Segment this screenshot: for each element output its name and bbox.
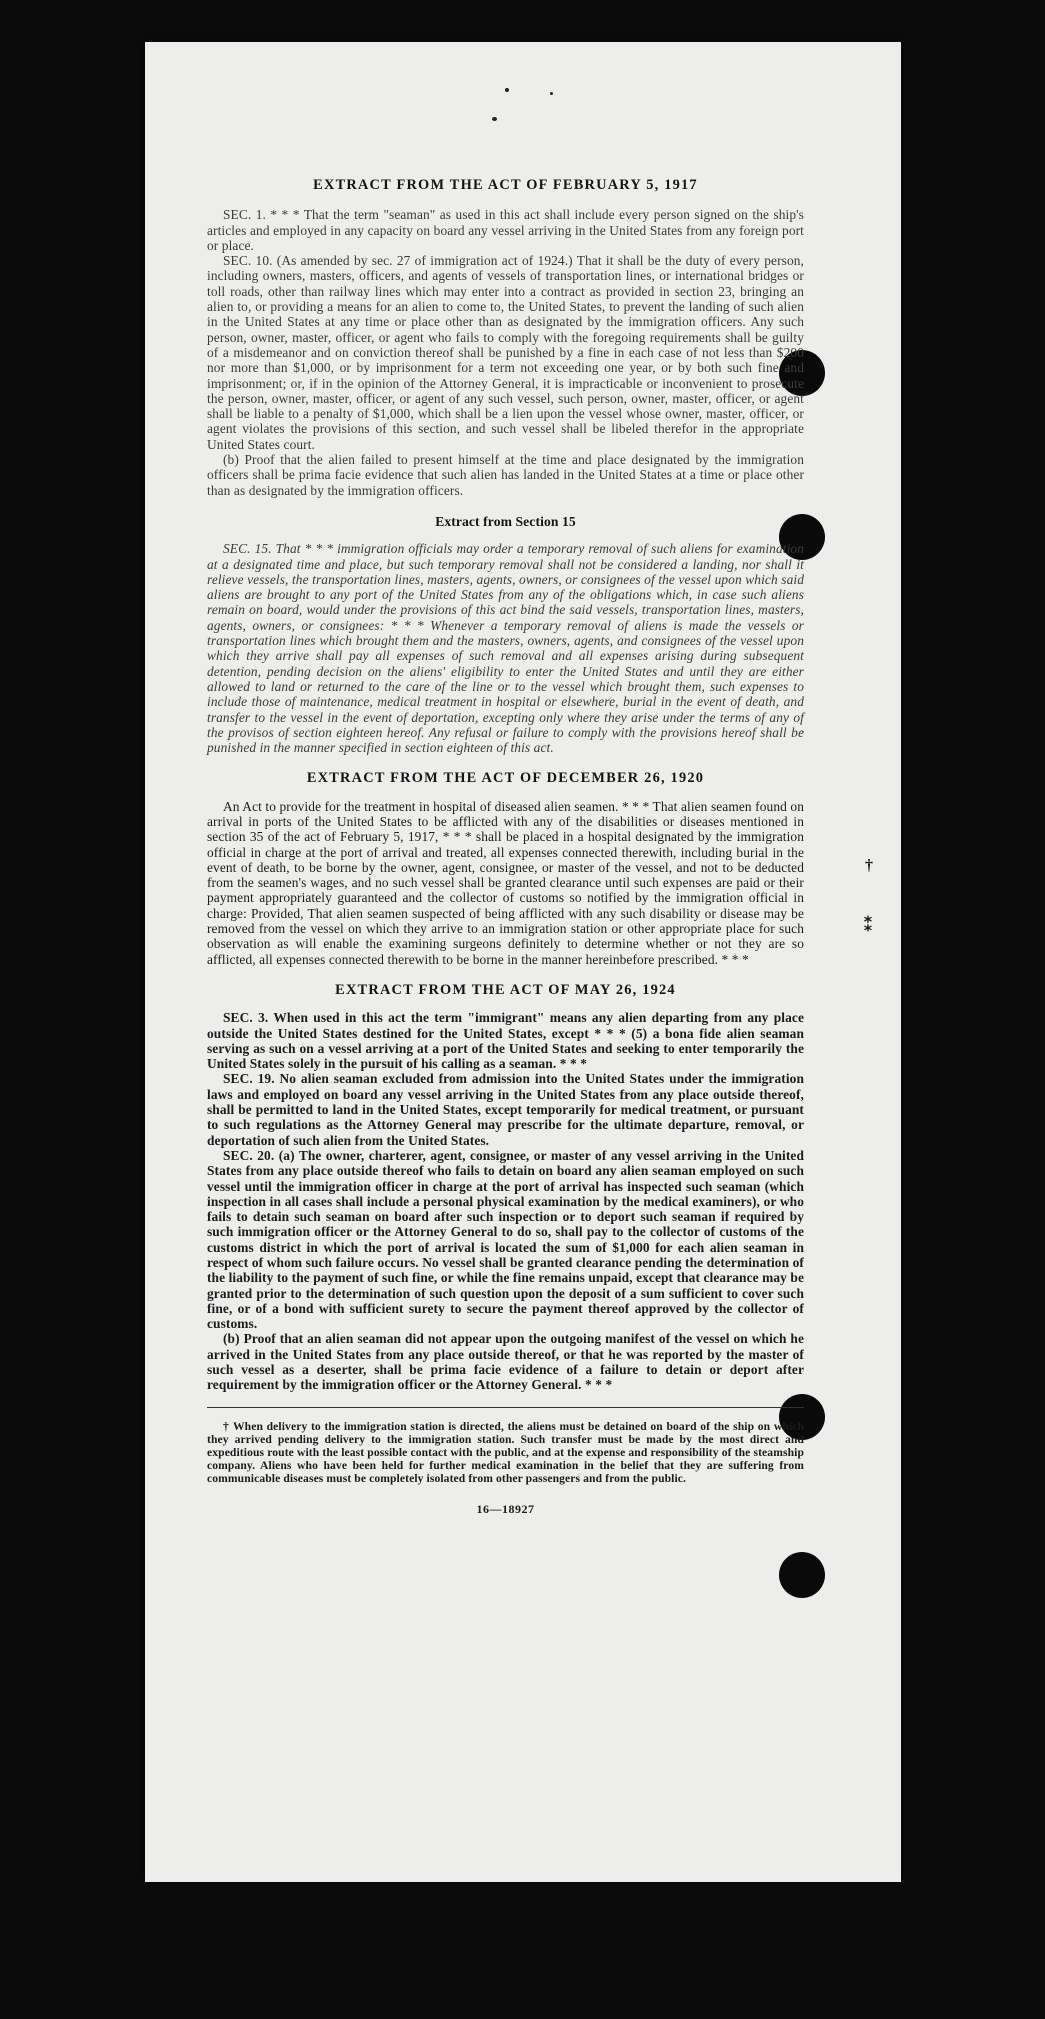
speck-mark bbox=[550, 92, 553, 95]
speck-mark bbox=[505, 88, 509, 92]
paragraph: SEC. 15. That * * * immigration officials may order a temporary removal of such aliens for examination at a designated time and place, but such temporary removal shall not be considered a landing, nor shall it relieve vessels, the transportation lines, masters, agents, owners, or consignees of the vessel upon which said aliens are brought to any port of the United States from any of the obligations which, in case such aliens remain on board, would under the provisions of this act bind the said vessels, transportation lines, masters, agents, owners, or consignees: * * * Whenever a temporary removal of aliens is made the vessels or transportation lines which brought them and the masters, owners, agents, and consignees of the vessel upon which they arrive shall pay all expenses of such removal and all expenses arising during subsequent detention, pending decision on the aliens' eligibility to enter the United States and until they are either allowed to land or returned to the care of the line or to the vessel which brought them, such expenses to include those of maintenance, medical treatment in hospital or elsewhere, burial in the event of death, and transfer to the vessel in the event of deportation, excepting only where they arise under the terms of any of the provisos of section eighteen hereof. Any refusal or failure to comply with the provisions hereof shall be punished in the manner specified in section eighteen of this act. bbox=[207, 541, 804, 756]
paragraph: SEC. 1. * * * That the term "seaman" as used in this act shall include every person signed on the ship's articles and employed in any capacity on board any vessel arriving in the United States from any foreign port or place. bbox=[207, 207, 804, 253]
section-heading: EXTRACT FROM THE ACT OF DECEMBER 26, 1920 bbox=[306, 770, 705, 787]
paragraph: (b) Proof that an alien seaman did not appear upon the outgoing manifest of the vessel on which he arrived in the United States from any place outside thereof, or that he was reported by the master of such vessel as a deserter, shall be prima facie evidence of a failure to detain or deport after requirement by the immigration officer or the Attorney General. * * * bbox=[207, 1331, 804, 1393]
section-act-1924 bbox=[207, 983, 804, 1393]
margin-mark-double: ⁑ bbox=[863, 914, 874, 936]
paragraph: SEC. 19. No alien seaman excluded from admission into the United States under the immigration laws and employed on board any vessel arriving in the United States from any place outside thereof, shall be permitted to land in the United States, except temporarily for medical treatment, or pursuant to such regulations as the Attorney General may prescribe for the ultimate departure, removal, or deportation of such alien from the United States. bbox=[207, 1071, 804, 1148]
paragraph: An Act to provide for the treatment in hospital of diseased alien seamen. * * * That alien seamen found on arrival in ports of the United States to be afflicted with any of the disabilities or diseases mentioned in section 35 of the act of February 5, 1917, * * * shall be placed in a hospital designated by the immigration official in charge at the port of arrival and treated, all expenses connected therewith, including burial in the event of death, to be borne by the owner, agent, consignee, or master of the vessel, and not to be deducted from the seamen's wages, and no such vessel shall be granted clearance until such expenses are paid or their payment appropriately guaranteed and the collector of customs so notified by the immigration official in charge: Provided, That alien seamen suspected of being afflicted with any such disability or disease may be removed from the vessel on which they arrive to an immigration station or other appropriate place for such observation as will enable the examining surgeons definitely to determine whether or not they are so afflicted, all expenses connected therewith to be borne in the manner hereinbefore prescribed. * * * bbox=[207, 798, 804, 967]
paragraph: SEC. 10. (As amended by sec. 27 of immigration act of 1924.) That it shall be the duty of every person, including owners, masters, officers, and agents of vessels of transportation lines, or international bridges or toll roads, other than railway lines which may enter into a contract as provided in section 23, bringing an alien to, or providing a means for an alien to come to, the United States, to prevent the landing of such alien in the United States at any time or place other than as designated by the immigration officers. Any such person, owner, master, officer, or agent who fails to comply with the foregoing requirements shall be guilty of a misdemeanor and on conviction thereof shall be punished by a fine in each case of not less than $200 nor more than $1,000, or by imprisonment for a term not exceeding one year, or by both such fine and imprisonment; or, if in the opinion of the Attorney General, it is impracticable or inconvenient to prosecute the person, owner, master, officer, or agent of any such vessel, such person, owner, master, officer, or agent shall be liable to a penalty of $1,000, which shall be a lien upon the vessel whose owner, master, officer, or agent violates the provisions of this section, and such vessel shall be libeled therefor in the appropriate United States court. bbox=[207, 253, 804, 452]
document-body bbox=[207, 178, 804, 1517]
paragraph: SEC. 20. (a) The owner, charterer, agent, consignee, or master of any vessel arriving in the United States from any place outside thereof who fails to detain on board any alien seaman employed on such vessel until the immigration officer in charge at the port of arrival has inspected such seaman (which inspection in all cases shall include a personal physical examination by the medical examiners), or who fails to detain such seaman on board after such inspection or to deport such seaman if required by such immigration officer or the Attorney General to do so, shall pay to the collector of customs of the customs district in which the port of arrival is located the sum of $1,000 for each alien seaman in respect of whom such failure occurs. No vessel shall be granted clearance pending the determination of the liability to the payment of such fine, or while the fine remains unpaid, except that clearance may be granted prior to the determination of such question upon the deposit of a sum sufficient to cover such fine, or of a bond with sufficient surety to secure the payment thereof approved by the collector of customs. bbox=[207, 1147, 804, 1332]
section-extract-15 bbox=[207, 514, 804, 755]
section-act-1920 bbox=[207, 771, 804, 967]
margin-mark-dagger: † bbox=[865, 857, 873, 874]
speck-mark bbox=[492, 117, 497, 121]
section-heading: Extract from Section 15 bbox=[435, 513, 576, 529]
footnote bbox=[207, 1420, 804, 1486]
page-number: 16—18927 bbox=[476, 1501, 535, 1516]
section-act-1917 bbox=[207, 178, 804, 498]
paragraph: SEC. 3. When used in this act the term "immigrant" means any alien departing from any place outside the United States destined for the United States, except * * * (5) a bona fide alien seaman serving as such on a vessel arriving at a port of the United States and seeking to enter temporarily the United States solely in the pursuit of his calling as a seaman. * * * bbox=[207, 1010, 804, 1072]
footnote-text: † When delivery to the immigration station is directed, the aliens must be detained on board of the ship on which they arrived pending delivery to the immigration station. Such transfer must be made by the most direct and expeditious route with the least possible contact with the public, and at the expense and responsibility of the steamship company. Aliens who have been held for further medical examination in the belief that they are suffering from communicable diseases must be completely isolated from other passengers and from the public. bbox=[207, 1419, 804, 1486]
section-heading: EXTRACT FROM THE ACT OF FEBRUARY 5, 1917 bbox=[313, 177, 698, 193]
document-page bbox=[145, 42, 901, 1882]
section-heading: EXTRACT FROM THE ACT OF MAY 26, 1924 bbox=[335, 981, 676, 998]
paragraph: (b) Proof that the alien failed to present himself at the time and place designated by the immigration officers shall be prima facie evidence that such alien has landed in the United States at a time or place other than as designated by the immigration officers. bbox=[207, 452, 804, 498]
punch-hole bbox=[779, 1552, 825, 1598]
